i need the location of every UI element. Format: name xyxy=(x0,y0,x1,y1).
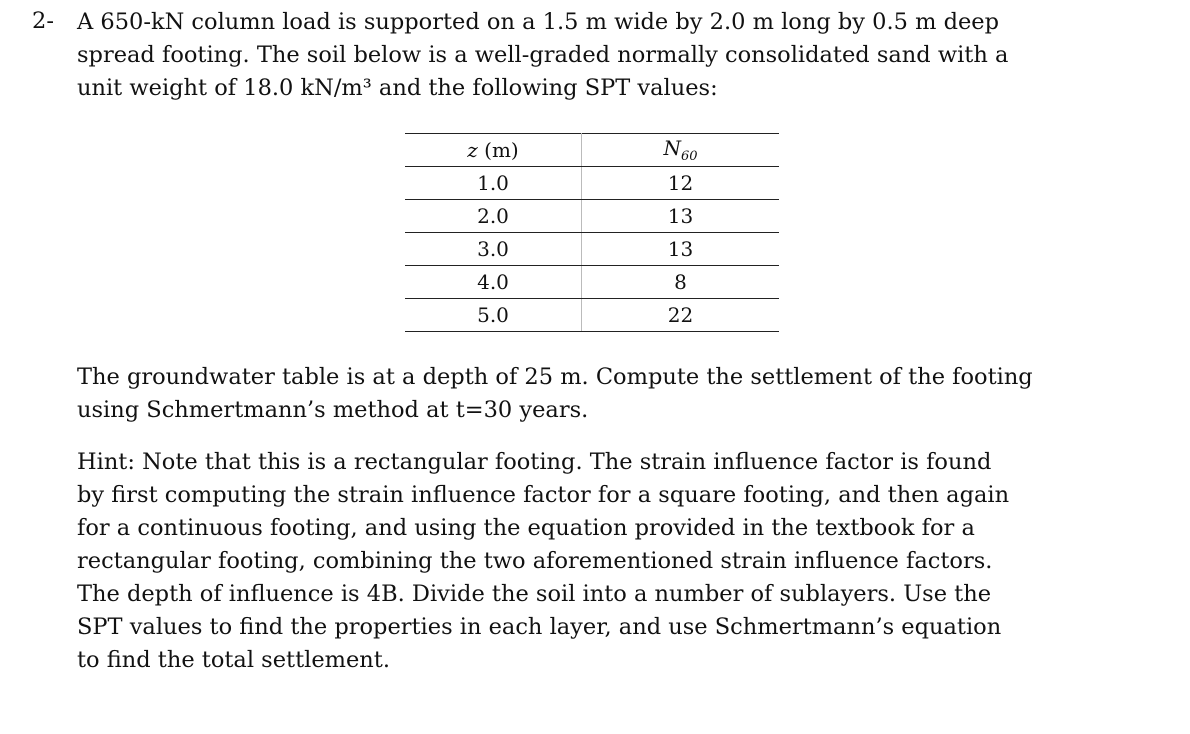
table-row: 5.0 22 xyxy=(405,299,779,332)
spt-table xyxy=(405,133,779,332)
hint-text xyxy=(77,446,1009,677)
text-line: for a continuous footing, and using the equation provided in the textbook for a xyxy=(77,515,975,541)
text-line: SPT values to find the properties in each layer, and use Schmertmann’s equation xyxy=(77,614,1002,640)
text-line: Hint: Note that this is a rectangular footing. The strain influence factor is found xyxy=(77,449,992,475)
problem-statement xyxy=(77,6,1008,105)
question-text xyxy=(77,361,1033,427)
text-line: The depth of influence is 4B. Divide the soil into a number of sublayers. Use the xyxy=(77,581,992,607)
text-line: by first computing the strain influence factor for a square footing, and then again xyxy=(77,482,1010,508)
header-depth: z (m) xyxy=(405,134,582,167)
text-line: spread footing. The soil below is a well-graded normally consolidated sand with a xyxy=(77,42,1009,68)
table-row: 2.0 13 xyxy=(405,200,779,233)
problem-number: 2- xyxy=(32,8,54,34)
text-line: The groundwater table is at a depth of 25 m. Compute the settlement of the footing xyxy=(77,364,1033,390)
text-line: rectangular footing, combining the two aforementioned strain influence factors. xyxy=(77,548,993,574)
text-line: to find the total settlement. xyxy=(77,647,390,673)
table-row: 4.0 8 xyxy=(405,266,779,299)
header-n60: $N_{60}$ xyxy=(582,134,780,167)
table-header-row xyxy=(405,134,779,167)
text-line: using Schmertmann’s method at t=30 years. xyxy=(77,397,589,423)
table-row: 1.0 12 xyxy=(405,167,779,200)
text-line: A 650-kN column load is supported on a 1.5 m wide by 2.0 m long by 0.5 m deep xyxy=(77,9,1000,35)
table-row: 3.0 13 xyxy=(405,233,779,266)
text-line: unit weight of 18.0 kN/m³ and the following SPT values: xyxy=(77,75,718,101)
